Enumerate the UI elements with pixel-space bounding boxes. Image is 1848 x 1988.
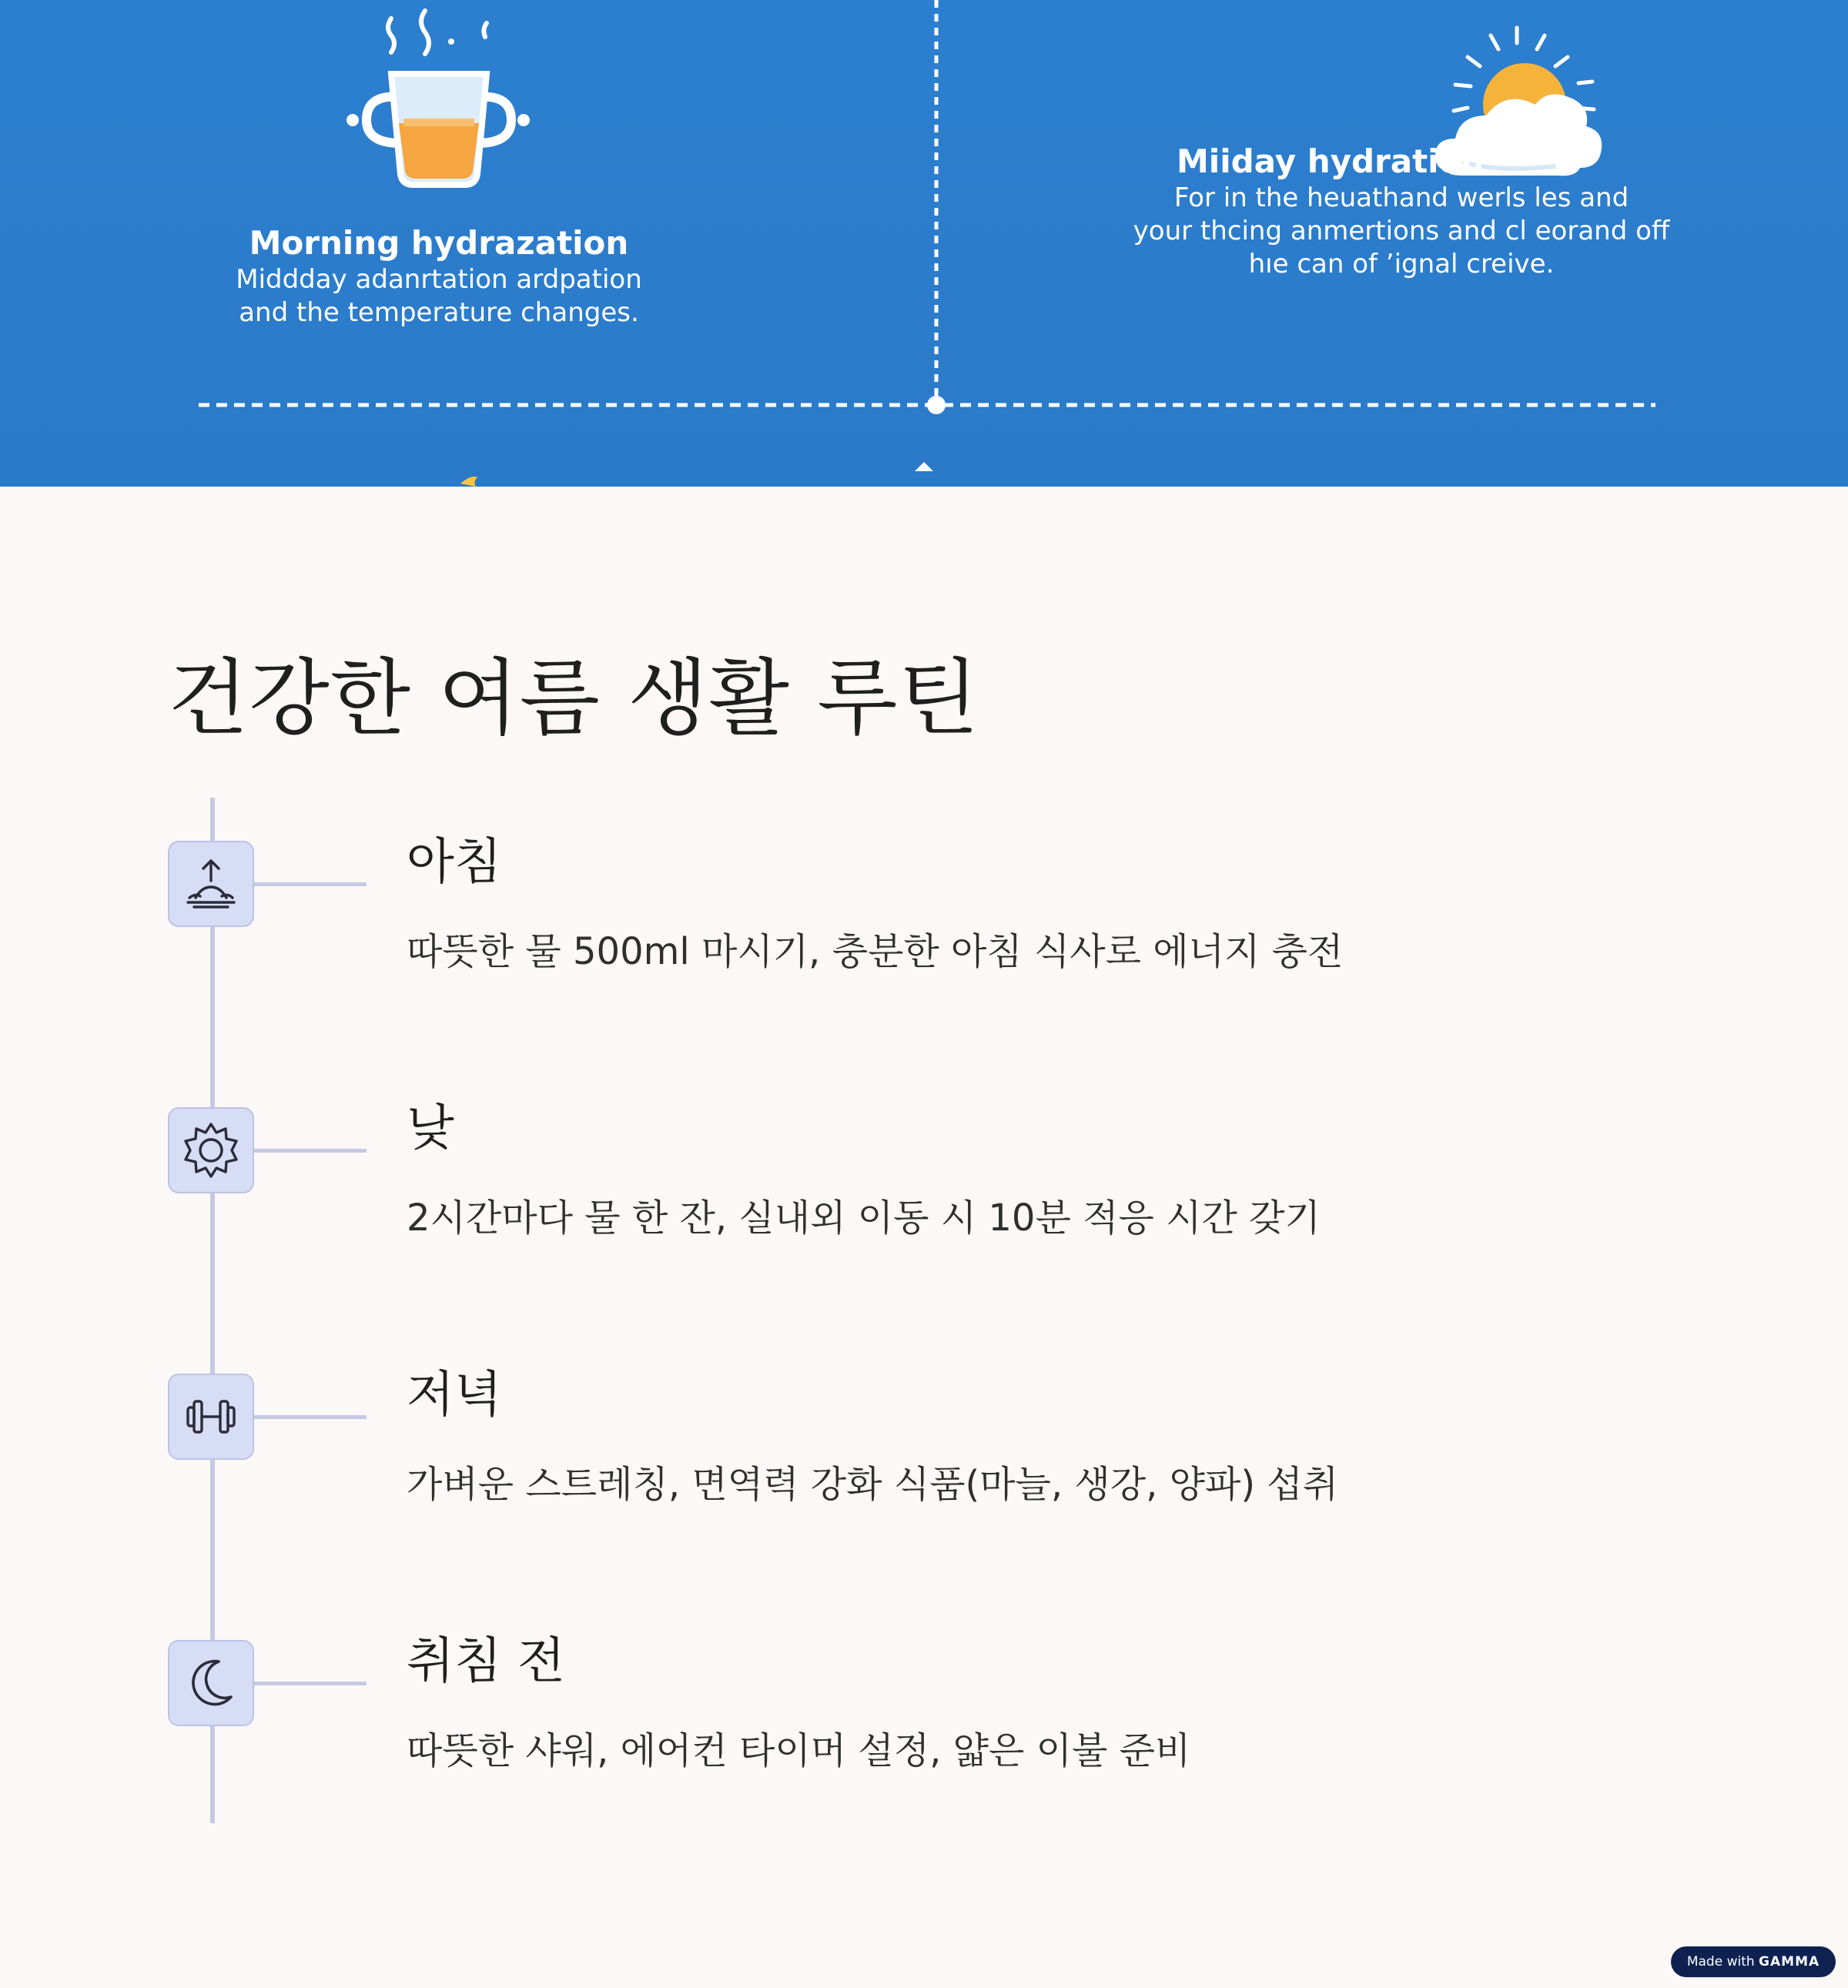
hero-illustration: [0, 0, 1848, 487]
timeline-connector: [254, 1149, 367, 1153]
routine-item-title: 취침 전: [407, 1633, 565, 1690]
routine-item-title: 낮: [407, 1100, 454, 1157]
cup-icon: [346, 11, 530, 185]
page-title: 건강한 여름 생활 루틴: [168, 651, 979, 747]
routine-item-title: 아침: [407, 834, 502, 891]
hero-card-title: Morning hydrazation: [249, 224, 629, 262]
sunrise-icon: [168, 841, 254, 927]
dumbbell-icon: [168, 1374, 254, 1460]
routine-item-morning: [0, 834, 1848, 1026]
hero-card-body: hıe can of ʼignal creive.: [1248, 249, 1555, 279]
routine-item-bedtime: [0, 1633, 1848, 1825]
routine-item-title: 저녁: [407, 1367, 502, 1424]
sun-icon: [168, 1107, 254, 1193]
hero-card-morning: [216, 223, 662, 330]
routine-item-description: 따뜻한 물 500ml 마시기, 충분한 아침 식사로 에너지 충전: [407, 930, 1344, 973]
timeline-connector: [254, 1415, 367, 1419]
routine-item-description: 따뜻한 샤워, 에어컨 타이머 설정, 얇은 이불 준비: [407, 1729, 1191, 1772]
hero-card-title: Miiday hydration: [1177, 142, 1485, 180]
made-with-gamma-badge[interactable]: [1671, 1946, 1836, 1977]
timeline-connector: [254, 882, 367, 886]
hero-card-midday: [1101, 142, 1702, 281]
routine-item-evening: [0, 1367, 1848, 1558]
hero-card-body: For in the heuathand werls les and: [1173, 182, 1629, 213]
gamma-logo: GAMMA: [1759, 1954, 1820, 1970]
badge-prefix: Made with: [1686, 1954, 1755, 1970]
partial-moon-icon: [460, 477, 477, 487]
timeline-connector: [254, 1682, 367, 1685]
routine-item-description: 가벼운 스트레칭, 면역력 강화 식품(마늘, 생강, 양파) 섭취: [407, 1463, 1339, 1506]
timeline-node: [927, 396, 946, 414]
moon-icon: [168, 1640, 254, 1726]
hero-card-body: your thcing anmertions and cl eorand off: [1133, 216, 1670, 246]
hero-card-body: Middday adanrtation ardpation: [236, 264, 642, 295]
arrow-up-icon: [915, 462, 933, 479]
routine-item-description: 2시간마다 물 한 잔, 실내외 이동 시 10분 적응 시간 갖기: [407, 1196, 1321, 1240]
hero-card-body: and the temperature changes.: [239, 297, 639, 328]
routine-item-daytime: [0, 1100, 1848, 1292]
